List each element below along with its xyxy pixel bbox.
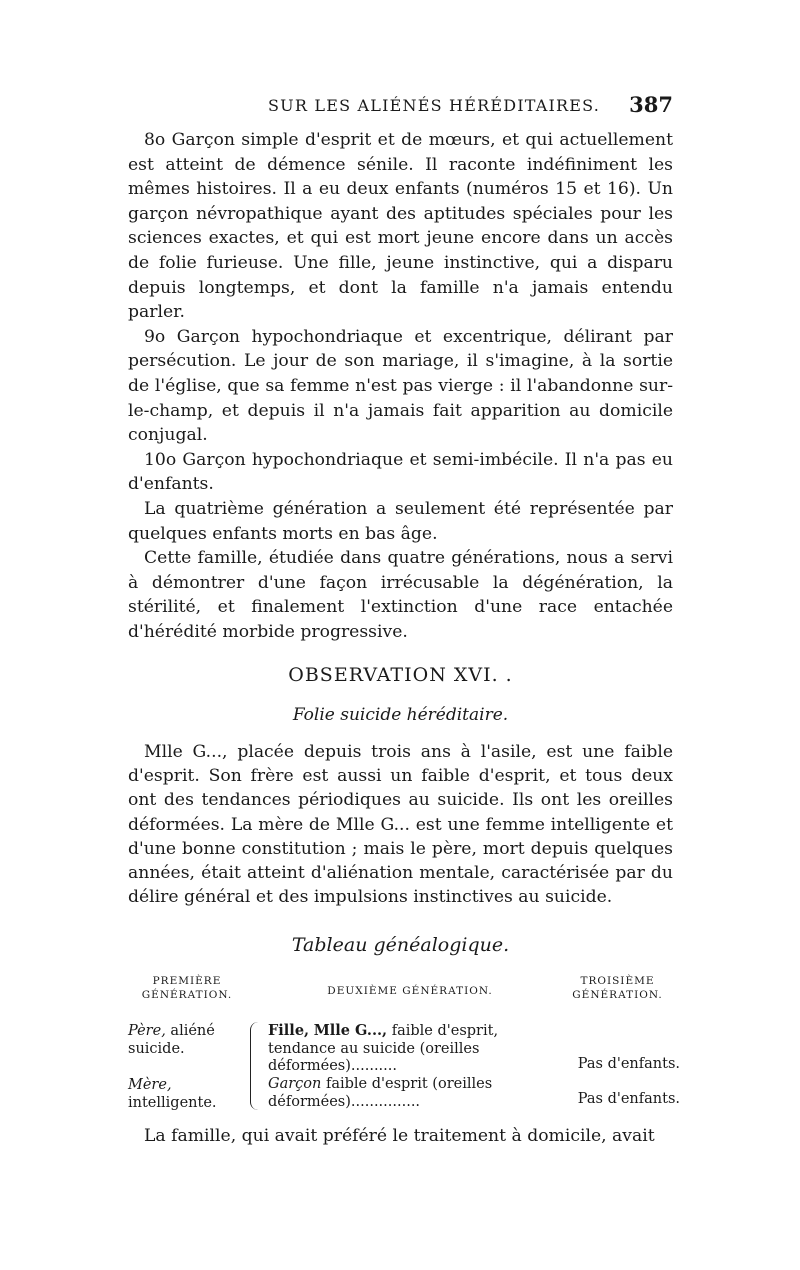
paragraph: 9o Garçon hypochondriaque et excentrique, délirant par persécution. Le jour de son mariage, il s'imagine, à la sortie de l'église, que sa femme n'est pas vierge : il l'abandonne sur-le-champ, et depuis il n'a jamais fait apparition au domicile conjugal. — [128, 326, 673, 446]
body-text — [128, 128, 673, 644]
observation-subtitle: Folie suicide héréditaire. — [292, 705, 509, 725]
running-title: SUR LES ALIÉNÉS HÉRÉDITAIRES. — [268, 96, 601, 115]
son-entry — [268, 1076, 548, 1111]
header-first-generation: PREMIÈRE GÉNÉRATION. — [141, 975, 233, 1001]
page-number: 387 — [629, 92, 673, 117]
mother-text: intelligente. — [128, 1095, 217, 1111]
son-children: Pas d'enfants. — [577, 1091, 680, 1107]
mother-label: Mère, — [128, 1077, 172, 1093]
paragraph: 8o Garçon simple d'esprit et de mœurs, et qui actuellement est atteint de démence sénile. Il raconte indéfiniment les mêmes histoires. Il a eu deux enfants (numéros 15 et 16). Un garçon névropathique ayant des aptitudes spéciales pour les sciences exactes, et qui est mort jeune encore dans un accès de folie furieuse. Une fille, jeune instinctive, qui a disparu depuis longtemps, et dont la famille n'a jamais entendu parler. — [128, 130, 673, 323]
son-text: faible d'esprit (oreilles déformées)............... — [268, 1076, 493, 1110]
observation-body — [128, 740, 673, 909]
page-header — [128, 92, 673, 122]
observation-title: OBSERVATION XVI. . — [288, 664, 513, 686]
son-label: Garçon — [268, 1076, 322, 1092]
paragraph: 10o Garçon hypochondriaque et semi-imbécile. Il n'a pas eu d'enfants. — [128, 449, 673, 495]
daughter-label: Fille, — [268, 1022, 310, 1039]
daughter-name: Mlle G..., — [313, 1022, 388, 1039]
mother-entry — [128, 1076, 252, 1112]
paragraph: La famille, qui avait préféré le traitement à domicile, avait — [144, 1126, 655, 1146]
daughter-entry — [268, 1022, 548, 1076]
paragraph: Cette famille, étudiée dans quatre générations, nous a servi à démontrer d'une façon irrécusable la dégénération, la stérilité, et finalement l'extinction d'une race entachée d'hérédité morbide progressive. — [128, 548, 673, 642]
brace-icon — [250, 1022, 261, 1110]
daughter-text: faible d'esprit, tendance au suicide (oreilles déformées).......... — [268, 1023, 499, 1074]
paragraph: La quatrième génération a seulement été représentée par quelques enfants morts en bas âge. — [128, 498, 673, 544]
header-second-generation: DEUXIÈME GÉNÉRATION. — [327, 985, 493, 997]
paragraph: Mlle G..., placée depuis trois ans à l'asile, est une faible d'esprit. Son frère est aussi un faible d'esprit, et tous deux ont des tendances périodiques au suicide. Ils ont les oreilles déformées. La mère de Mlle G... est une femme intelligente et d'une bonne constitution ; mais le père, mort depuis quelques années, était atteint d'aliénation mentale, caractérisée par du délire général et des impulsions instinctives au suicide. — [128, 742, 673, 908]
father-text: aliéné suicide. — [128, 1023, 215, 1057]
header-third-generation: TROISIÈME GÉNÉRATION. — [572, 975, 663, 1001]
father-entry — [128, 1022, 252, 1058]
table-title: Tableau généalogique. — [291, 934, 510, 956]
father-label: Père, — [128, 1023, 166, 1039]
daughter-children: Pas d'enfants. — [577, 1056, 680, 1072]
closing-text — [128, 1124, 673, 1148]
